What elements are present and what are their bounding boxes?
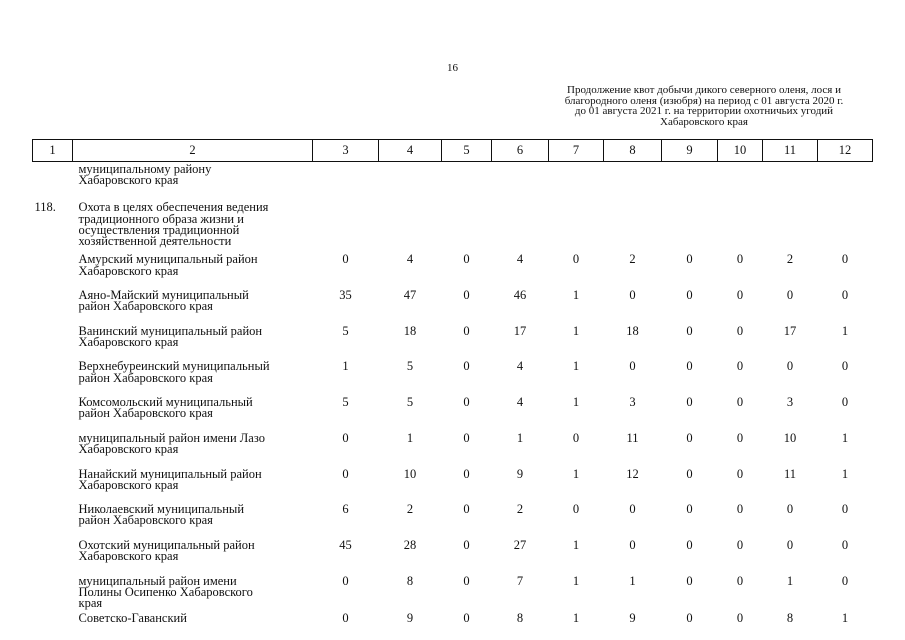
quota-value-col-10: 0 xyxy=(736,502,744,517)
quota-value-col-8: 0 xyxy=(629,537,636,552)
district-name: Ванинский муниципальный район Хабаровского края xyxy=(78,323,263,349)
quota-value-col-10: 0 xyxy=(736,537,744,552)
column-header-10: 10 xyxy=(718,140,763,162)
column-header-8: 8 xyxy=(604,140,662,162)
quota-value-col-3: 35 xyxy=(339,288,352,303)
district-name: Нанайский муниципальный район Хабаровского края xyxy=(78,466,262,492)
quota-value-col-3: 0 xyxy=(342,611,349,626)
quota-value-col-7: 0 xyxy=(572,502,580,517)
row-number xyxy=(33,536,73,572)
table-continuation-note xyxy=(520,85,888,127)
table-row xyxy=(33,609,873,627)
quota-value-col-5: 0 xyxy=(463,430,470,445)
quota-value-col-5: 0 xyxy=(463,359,470,374)
quota-value-col-7: 1 xyxy=(572,611,580,626)
row-number xyxy=(33,429,73,465)
quota-value-col-4: 5 xyxy=(406,395,414,410)
row-number xyxy=(33,286,73,322)
quota-value-col-3: 45 xyxy=(339,537,352,552)
quota-value-col-7: 1 xyxy=(572,573,580,588)
quota-value-col-11: 0 xyxy=(786,502,794,517)
quota-value-col-11: 17 xyxy=(783,323,797,338)
row-number xyxy=(33,393,73,429)
quota-value-col-7: 1 xyxy=(572,537,580,552)
header-row xyxy=(33,140,873,162)
quota-value-col-4: 1 xyxy=(406,430,414,445)
quota-value-col-3: 0 xyxy=(342,573,349,588)
quota-value-col-3: 0 xyxy=(342,430,349,445)
quota-value-col-9: 0 xyxy=(686,288,693,303)
district-name: Амурский муниципальный район Хабаровского края xyxy=(78,252,258,278)
quota-value-col-7: 1 xyxy=(572,395,580,410)
quota-value-col-6: 2 xyxy=(516,502,524,517)
quota-value-col-3: 5 xyxy=(342,395,349,410)
column-header-6: 6 xyxy=(492,140,549,162)
column-header-1: 1 xyxy=(33,140,73,162)
quota-value-col-11: 1 xyxy=(786,573,794,588)
quota-value-col-5: 0 xyxy=(463,537,470,552)
note-line: до 01 августа 2021 г. на территории охотничьих угодий xyxy=(574,105,834,117)
quota-value-col-5: 0 xyxy=(463,502,470,517)
quota-value-col-12: 1 xyxy=(841,323,849,338)
quota-value-col-8: 0 xyxy=(629,359,636,374)
quota-value-col-11: 10 xyxy=(783,430,797,445)
quota-value-col-5: 0 xyxy=(463,252,470,267)
quota-value-col-6: 8 xyxy=(516,611,524,626)
quota-value-col-9: 0 xyxy=(686,430,693,445)
district-name: Аяно-Майский муниципальный район Хабаровского края xyxy=(78,288,249,314)
row-number xyxy=(33,572,73,610)
district-name: муниципальный район имени Полины Осипенко Хабаровского края xyxy=(78,573,253,610)
quota-value-col-6: 17 xyxy=(513,323,527,338)
quota-value-col-8: 0 xyxy=(629,502,636,517)
quota-value-col-12: 0 xyxy=(841,573,849,588)
quota-value-col-12: 1 xyxy=(841,430,849,445)
quota-value-col-5: 0 xyxy=(463,611,470,626)
quota-value-col-4: 18 xyxy=(403,323,417,338)
quota-value-col-4: 4 xyxy=(406,252,414,267)
quota-value-col-5: 0 xyxy=(463,395,470,410)
quota-value-col-9: 0 xyxy=(686,537,693,552)
quota-value-col-8: 18 xyxy=(626,323,639,338)
row-number xyxy=(33,500,73,536)
quota-value-col-4: 28 xyxy=(403,537,417,552)
quota-value-col-9: 0 xyxy=(686,359,693,374)
quota-value-col-8: 0 xyxy=(629,288,636,303)
quota-value-col-9: 0 xyxy=(686,573,693,588)
quota-value-col-7: 0 xyxy=(572,252,580,267)
quota-value-col-12: 0 xyxy=(841,502,849,517)
table-row xyxy=(33,250,873,286)
quota-value-col-10: 0 xyxy=(736,466,744,481)
quota-value-col-6: 46 xyxy=(513,288,527,303)
quota-value-col-9: 0 xyxy=(686,395,693,410)
quota-value-col-5: 0 xyxy=(463,288,470,303)
column-header-11: 11 xyxy=(763,140,818,162)
quota-value-col-12: 0 xyxy=(841,537,849,552)
quota-value-col-5: 0 xyxy=(463,466,470,481)
quota-value-col-9: 0 xyxy=(686,502,693,517)
table-row xyxy=(33,286,873,322)
quota-value-col-8: 11 xyxy=(626,430,639,445)
quota-value-col-3: 6 xyxy=(342,502,349,517)
quota-value-col-12: 0 xyxy=(841,288,849,303)
quota-value-col-10: 0 xyxy=(736,395,744,410)
quota-value-col-9: 0 xyxy=(686,252,693,267)
quota-value-col-6: 1 xyxy=(516,430,524,445)
quota-value-col-10: 0 xyxy=(736,611,744,626)
quota-value-col-12: 0 xyxy=(841,252,849,267)
column-header-9: 9 xyxy=(662,140,718,162)
quota-value-col-8: 3 xyxy=(629,395,636,410)
column-header-2: 2 xyxy=(73,140,313,162)
quota-value-col-4: 2 xyxy=(406,502,414,517)
quota-value-col-9: 0 xyxy=(686,466,693,481)
quota-value-col-11: 8 xyxy=(786,611,794,626)
quota-value-col-5: 0 xyxy=(463,573,470,588)
quota-value-col-4: 47 xyxy=(403,288,417,303)
quota-value-col-11: 0 xyxy=(786,537,794,552)
section-row xyxy=(33,186,873,250)
quota-value-col-4: 10 xyxy=(403,466,417,481)
table-row xyxy=(33,322,873,358)
quota-value-col-6: 4 xyxy=(516,359,524,374)
quota-value-col-11: 11 xyxy=(783,466,797,481)
row-number xyxy=(33,357,73,393)
quota-value-col-12: 0 xyxy=(841,359,849,374)
quota-value-col-3: 1 xyxy=(342,359,349,374)
quota-value-col-3: 0 xyxy=(342,252,349,267)
quota-value-col-8: 2 xyxy=(629,252,636,267)
quota-value-col-10: 0 xyxy=(736,359,744,374)
district-name: Комсомольский муниципальный район Хабаровского края xyxy=(78,395,253,421)
district-name: Охотский муниципальный район Хабаровского края xyxy=(78,537,255,564)
section-title: Охота в целях обеспечения ведения традиционного образа жизни и осуществления традиционной хозяйственной деятельности xyxy=(78,200,269,249)
quota-value-col-11: 0 xyxy=(786,359,794,374)
table-row xyxy=(33,393,873,429)
continuation-row xyxy=(33,162,873,187)
quota-value-col-7: 0 xyxy=(572,430,580,445)
quota-value-col-3: 5 xyxy=(342,323,349,338)
table-row xyxy=(33,357,873,393)
quota-value-col-4: 5 xyxy=(406,359,414,374)
quota-value-col-7: 1 xyxy=(572,288,580,303)
note-line: Хабаровского края xyxy=(660,115,748,128)
table-body xyxy=(33,162,873,628)
quota-value-col-10: 0 xyxy=(736,323,744,338)
quota-value-col-3: 0 xyxy=(342,466,349,481)
table-row xyxy=(33,500,873,536)
district-name: муниципальный район имени Лазо Хабаровского края xyxy=(78,430,265,457)
continuation-text: муниципальному району Хабаровского края xyxy=(78,162,212,188)
quota-value-col-8: 9 xyxy=(629,611,636,626)
quota-value-col-6: 9 xyxy=(516,466,524,481)
quota-value-col-12: 1 xyxy=(841,466,849,481)
district-name: Николаевский муниципальный район Хабаровского края xyxy=(78,502,245,528)
row-number xyxy=(33,465,73,501)
table-row xyxy=(33,572,873,610)
table-row xyxy=(33,429,873,465)
column-header-12: 12 xyxy=(818,140,873,162)
quota-table xyxy=(32,139,873,627)
district-name: Верхнебуреинский муниципальный район Хабаровского края xyxy=(78,359,270,385)
quota-value-col-12: 1 xyxy=(841,611,849,626)
quota-value-col-6: 27 xyxy=(513,537,527,552)
quota-value-col-7: 1 xyxy=(572,466,580,481)
column-header-7: 7 xyxy=(549,140,604,162)
quota-value-col-5: 0 xyxy=(463,323,470,338)
quota-value-col-6: 4 xyxy=(516,395,524,410)
quota-value-col-7: 1 xyxy=(572,359,580,374)
quota-value-col-10: 0 xyxy=(736,252,744,267)
district-name: Советско-Гаванский xyxy=(78,611,187,626)
quota-value-col-9: 0 xyxy=(686,323,693,338)
row-number xyxy=(33,609,73,627)
quota-value-col-10: 0 xyxy=(736,573,744,588)
quota-value-col-12: 0 xyxy=(841,395,849,410)
row-number xyxy=(33,162,73,187)
quota-value-col-7: 1 xyxy=(572,323,580,338)
row-number xyxy=(33,322,73,358)
column-header-4: 4 xyxy=(379,140,442,162)
page-number: 16 xyxy=(447,62,458,74)
quota-value-col-8: 1 xyxy=(629,573,636,588)
quota-value-col-8: 12 xyxy=(626,466,639,481)
row-number xyxy=(33,250,73,286)
quota-value-col-6: 4 xyxy=(516,252,524,267)
column-header-3: 3 xyxy=(313,140,379,162)
column-header-5: 5 xyxy=(442,140,492,162)
quota-value-col-11: 2 xyxy=(786,252,794,267)
note-line: Продолжение квот добычи дикого северного оленя, лося и xyxy=(567,84,841,96)
note-line: благородного оленя (изюбря) на период с 01 августа 2020 г. xyxy=(564,94,844,107)
quota-value-col-11: 3 xyxy=(786,395,794,410)
quota-value-col-10: 0 xyxy=(736,430,744,445)
section-number: 118. xyxy=(34,200,56,215)
quota-value-col-9: 0 xyxy=(686,611,693,626)
table-row xyxy=(33,536,873,572)
quota-value-col-11: 0 xyxy=(786,288,794,303)
quota-value-col-10: 0 xyxy=(736,288,744,303)
table-row xyxy=(33,465,873,501)
quota-value-col-4: 8 xyxy=(406,573,414,588)
quota-value-col-4: 9 xyxy=(406,611,414,626)
quota-value-col-6: 7 xyxy=(516,573,524,588)
